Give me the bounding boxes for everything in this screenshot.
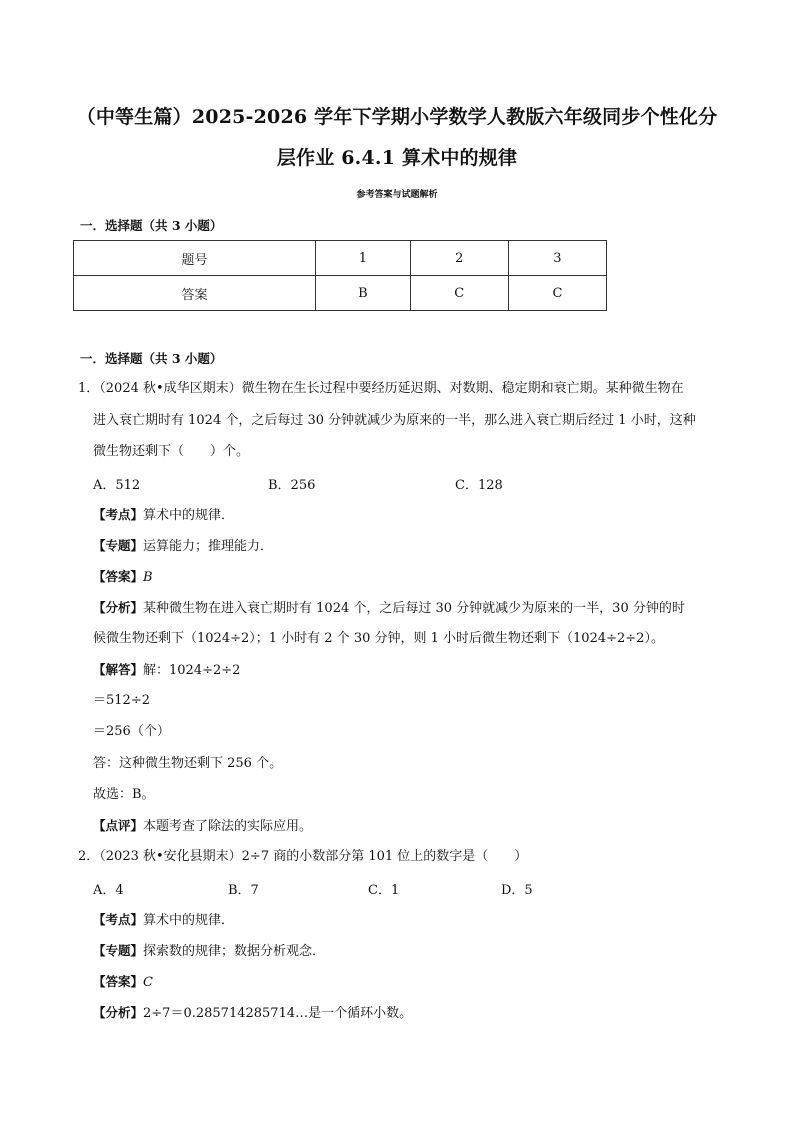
fenxi-text: 某种微生物在进入衰亡期时有 1024 个，之后每过 30 分钟就减少为原来的一半，30 分钟的时 — [143, 601, 685, 616]
section-heading-questions: 一．选择题（共 3 小题） — [80, 351, 223, 366]
table-row — [74, 276, 607, 311]
dianping-text: 本题考查了除法的实际应用。 — [143, 819, 313, 834]
q1-fenxi-line2: 候微生物还剩下（1024÷2）；1 小时有 2 个 30 分钟，则 1 小时后微生物还剩下（1024÷2÷2）。 — [93, 631, 664, 646]
q1-jieda — [93, 661, 240, 680]
q2-stem-line1: 2．（2023 秋•安化县期末）2÷7 商的小数部分第 101 位上的数字是（ ） — [78, 849, 528, 864]
zhuanti-text: 运算能力；推理能力． — [143, 539, 274, 554]
q2-option-d: D．5 — [501, 883, 533, 898]
q1-option-a: A．512 — [93, 478, 141, 493]
daan-text: C — [143, 975, 153, 990]
jieda-tag: 【解答】 — [93, 662, 144, 677]
q2-fenxi-line1 — [93, 1004, 412, 1023]
section-heading-answers: 一．选择题（共 3 小题） — [80, 218, 223, 233]
q2-zhuanti — [93, 942, 325, 961]
document-title-line2: 层作业 6.4.1 算术中的规律 — [276, 147, 518, 169]
q1-step2: ＝256（个） — [93, 724, 170, 739]
daan-tag: 【答案】 — [93, 974, 144, 989]
q1-step1: ＝512÷2 — [93, 693, 150, 708]
q1-option-b: B．256 — [268, 478, 316, 493]
daan-tag: 【答案】 — [93, 569, 144, 584]
q2-option-c: C．1 — [368, 883, 400, 898]
q1-stem-line3: 微生物还剩下（ ）个。 — [93, 444, 250, 459]
table-cell: 答案 — [74, 276, 316, 311]
fenxi-text: 2÷7＝0.285714285714…是一个循环小数。 — [143, 1006, 413, 1021]
q2-daan — [93, 973, 153, 992]
kaodian-tag: 【考点】 — [93, 507, 144, 522]
q2-option-a: A．4 — [93, 883, 124, 898]
q1-kaodian — [93, 506, 234, 525]
daan-text: B — [143, 570, 153, 585]
q2-option-b: B．7 — [228, 883, 259, 898]
jieda-text: 解：1024÷2÷2 — [143, 663, 241, 678]
fenxi-tag: 【分析】 — [93, 600, 144, 615]
zhuanti-tag: 【专题】 — [93, 538, 144, 553]
q1-option-c: C．128 — [455, 478, 503, 493]
table-cell: C — [410, 276, 508, 311]
table-cell: 2 — [410, 241, 508, 276]
q1-zhuanti — [93, 537, 273, 556]
kaodian-text: 算术中的规律． — [143, 913, 235, 928]
answer-table — [73, 240, 607, 311]
q1-fenxi-line1 — [93, 599, 685, 618]
q1-dianping — [93, 817, 312, 836]
table-cell: 1 — [316, 241, 411, 276]
dianping-tag: 【点评】 — [93, 818, 144, 833]
kaodian-tag: 【考点】 — [93, 912, 144, 927]
q1-stem-line2: 进入衰亡期时有 1024 个，之后每过 30 分钟就减少为原来的一半，那么进入衰亡期后经过 1 小时，这种 — [93, 413, 696, 428]
q1-stem-line1: 1．（2024 秋•成华区期末）微生物在生长过程中要经历延迟期、对数期、稳定期和衰亡期。某种微生物在 — [78, 381, 684, 396]
table-row — [74, 241, 607, 276]
q1-choose: 故选：B。 — [93, 787, 155, 802]
zhuanti-text: 探索数的规律；数据分析观念． — [143, 944, 326, 959]
q1-answer-text: 答：这种微生物还剩下 256 个。 — [93, 756, 283, 771]
kaodian-text: 算术中的规律． — [143, 508, 235, 523]
q1-daan — [93, 568, 153, 587]
document-title-line1: （中等生篇）2025-2026 学年下学期小学数学人教版六年级同步个性化分 — [76, 106, 718, 128]
table-cell: C — [508, 276, 606, 311]
fenxi-tag: 【分析】 — [93, 1005, 144, 1020]
table-cell: 题号 — [74, 241, 316, 276]
q2-kaodian — [93, 911, 234, 930]
table-cell: B — [316, 276, 411, 311]
document-subtitle: 参考答案与试题解析 — [356, 190, 438, 200]
zhuanti-tag: 【专题】 — [93, 943, 144, 958]
table-cell: 3 — [508, 241, 606, 276]
